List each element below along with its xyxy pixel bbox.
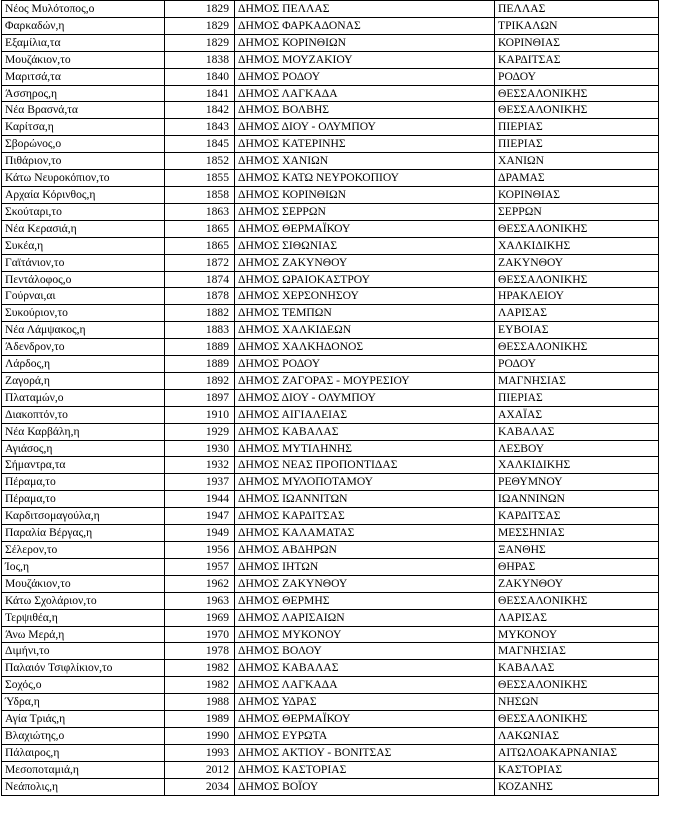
prefecture-cell: ΞΑΝΘΗΣ: [495, 542, 659, 559]
village-cell: Μουζάκιον,το: [2, 575, 165, 592]
code-cell: 1838: [165, 51, 235, 68]
municipality-cell: ΔΗΜΟΣ ΕΥΡΩΤΑ: [235, 727, 495, 744]
municipality-cell: ΔΗΜΟΣ ΚΟΡΙΝΘΙΩΝ: [235, 34, 495, 51]
village-cell: Συκέα,η: [2, 237, 165, 254]
table-row: [2, 761, 659, 778]
table-row: [2, 220, 659, 237]
code-cell: 1982: [165, 660, 235, 677]
village-cell: Σκούταρι,το: [2, 203, 165, 220]
code-cell: 1855: [165, 170, 235, 187]
prefecture-cell: ΖΑΚΥΝΘΟΥ: [495, 254, 659, 271]
village-cell: Σβορώνος,ο: [2, 136, 165, 153]
prefecture-cell: ΔΡΑΜΑΣ: [495, 170, 659, 187]
table-row: [2, 457, 659, 474]
village-cell: Γούρναι,αι: [2, 288, 165, 305]
prefecture-cell: ΤΡΙΚΑΛΩΝ: [495, 17, 659, 34]
prefecture-cell: ΧΑΝΙΩΝ: [495, 153, 659, 170]
municipality-cell: ΔΗΜΟΣ ΛΑΓΚΑΔΑ: [235, 85, 495, 102]
village-cell: Εξαμίλια,τα: [2, 34, 165, 51]
code-cell: 1865: [165, 220, 235, 237]
prefecture-cell: ΠΙΕΡΙΑΣ: [495, 136, 659, 153]
village-cell: Πεντάλοφος,ο: [2, 271, 165, 288]
prefecture-cell: ΛΕΣΒΟΥ: [495, 440, 659, 457]
table-row: [2, 85, 659, 102]
municipality-cell: ΔΗΜΟΣ ΝΕΑΣ ΠΡΟΠΟΝΤΙΔΑΣ: [235, 457, 495, 474]
prefecture-cell: ΑΙΤΩΛΟΑΚΑΡΝΑΝΙΑΣ: [495, 744, 659, 761]
table-row: [2, 271, 659, 288]
code-cell: 1963: [165, 592, 235, 609]
prefecture-cell: ΧΑΛΚΙΔΙΚΗΣ: [495, 237, 659, 254]
villages-table: [1, 0, 659, 796]
municipality-cell: ΔΗΜΟΣ ΔΙΟΥ - ΟΛΥΜΠΟΥ: [235, 119, 495, 136]
prefecture-cell: ΛΑΡΙΣΑΣ: [495, 609, 659, 626]
municipality-cell: ΔΗΜΟΣ ΘΕΡΜΗΣ: [235, 592, 495, 609]
code-cell: 1865: [165, 237, 235, 254]
code-cell: 1982: [165, 677, 235, 694]
village-cell: Νέα Καρβάλη,η: [2, 423, 165, 440]
prefecture-cell: ΘΕΣΣΑΛΟΝΙΚΗΣ: [495, 711, 659, 728]
village-cell: Αρχαία Κόρινθος,η: [2, 186, 165, 203]
municipality-cell: ΔΗΜΟΣ ΛΑΓΚΑΔΑ: [235, 677, 495, 694]
prefecture-cell: ΚΟΡΙΝΘΙΑΣ: [495, 34, 659, 51]
table-row: [2, 102, 659, 119]
code-cell: 1947: [165, 508, 235, 525]
municipality-cell: ΔΗΜΟΣ ΒΟΛΒΗΣ: [235, 102, 495, 119]
village-cell: Σέλερον,το: [2, 542, 165, 559]
table-row: [2, 542, 659, 559]
table-row: [2, 423, 659, 440]
municipality-cell: ΔΗΜΟΣ ΘΕΡΜΑΪΚΟΥ: [235, 220, 495, 237]
table-row: [2, 356, 659, 373]
municipality-cell: ΔΗΜΟΣ ΚΑΡΔΙΤΣΑΣ: [235, 508, 495, 525]
code-cell: 1990: [165, 727, 235, 744]
code-cell: 1829: [165, 34, 235, 51]
table-row: [2, 254, 659, 271]
table-row: [2, 491, 659, 508]
code-cell: 1978: [165, 643, 235, 660]
prefecture-cell: ΙΩΑΝΝΙΝΩΝ: [495, 491, 659, 508]
table-row: [2, 778, 659, 795]
village-cell: Τερψιθέα,η: [2, 609, 165, 626]
village-cell: Νέος Μυλότοπος,ο: [2, 1, 165, 18]
code-cell: 1956: [165, 542, 235, 559]
municipality-cell: ΔΗΜΟΣ ΧΕΡΣΟΝΗΣΟΥ: [235, 288, 495, 305]
municipality-cell: ΔΗΜΟΣ ΚΑΛΑΜΑΤΑΣ: [235, 525, 495, 542]
village-cell: Νέα Βρασνά,τα: [2, 102, 165, 119]
municipality-cell: ΔΗΜΟΣ ΘΕΡΜΑΪΚΟΥ: [235, 711, 495, 728]
table-row: [2, 203, 659, 220]
prefecture-cell: ΛΑΚΩΝΙΑΣ: [495, 727, 659, 744]
table-body: [2, 1, 659, 796]
prefecture-cell: ΠΙΕΡΙΑΣ: [495, 119, 659, 136]
prefecture-cell: ΜΑΓΝΗΣΙΑΣ: [495, 372, 659, 389]
municipality-cell: ΔΗΜΟΣ ΧΑΝΙΩΝ: [235, 153, 495, 170]
village-cell: Διακοπτόν,το: [2, 406, 165, 423]
municipality-cell: ΔΗΜΟΣ ΚΑΒΑΛΑΣ: [235, 660, 495, 677]
code-cell: 1892: [165, 372, 235, 389]
table-row: [2, 17, 659, 34]
municipality-cell: ΔΗΜΟΣ ΜΥΚΟΝΟΥ: [235, 626, 495, 643]
municipality-cell: ΔΗΜΟΣ ΡΟΔΟΥ: [235, 356, 495, 373]
code-cell: 1874: [165, 271, 235, 288]
village-cell: Φαρκαδών,η: [2, 17, 165, 34]
municipality-cell: ΔΗΜΟΣ ΙΗΤΩΝ: [235, 558, 495, 575]
table-row: [2, 186, 659, 203]
table-row: [2, 660, 659, 677]
municipality-cell: ΔΗΜΟΣ ΧΑΛΚΗΔΟΝΟΣ: [235, 339, 495, 356]
prefecture-cell: ΡΟΔΟΥ: [495, 68, 659, 85]
code-cell: 2012: [165, 761, 235, 778]
table-row: [2, 626, 659, 643]
village-cell: Συκούριον,το: [2, 305, 165, 322]
prefecture-cell: ΣΕΡΡΩΝ: [495, 203, 659, 220]
code-cell: 1889: [165, 339, 235, 356]
municipality-cell: ΔΗΜΟΣ ΚΟΡΙΝΘΙΩΝ: [235, 186, 495, 203]
village-cell: Ίος,η: [2, 558, 165, 575]
code-cell: 1840: [165, 68, 235, 85]
code-cell: 1889: [165, 356, 235, 373]
table-row: [2, 288, 659, 305]
village-cell: Βλαχιώτης,ο: [2, 727, 165, 744]
village-cell: Άνω Μερά,η: [2, 626, 165, 643]
code-cell: 1883: [165, 322, 235, 339]
municipality-cell: ΔΗΜΟΣ ΒΟΛΟΥ: [235, 643, 495, 660]
prefecture-cell: ΘΕΣΣΑΛΟΝΙΚΗΣ: [495, 339, 659, 356]
municipality-cell: ΔΗΜΟΣ ΑΙΓΙΑΛΕΙΑΣ: [235, 406, 495, 423]
code-cell: 1841: [165, 85, 235, 102]
table-row: [2, 406, 659, 423]
village-cell: Ζαγορά,η: [2, 372, 165, 389]
prefecture-cell: ΠΕΛΛΑΣ: [495, 1, 659, 18]
prefecture-cell: ΘΕΣΣΑΛΟΝΙΚΗΣ: [495, 102, 659, 119]
table-row: [2, 677, 659, 694]
table-row: [2, 34, 659, 51]
prefecture-cell: ΚΑΒΑΛΑΣ: [495, 660, 659, 677]
table-row: [2, 237, 659, 254]
table-row: [2, 440, 659, 457]
village-cell: Αγιάσος,η: [2, 440, 165, 457]
village-cell: Λάρδος,η: [2, 356, 165, 373]
prefecture-cell: ΘΕΣΣΑΛΟΝΙΚΗΣ: [495, 85, 659, 102]
table-row: [2, 372, 659, 389]
municipality-cell: ΔΗΜΟΣ ΑΒΔΗΡΩΝ: [235, 542, 495, 559]
code-cell: 1843: [165, 119, 235, 136]
municipality-cell: ΔΗΜΟΣ ΖΑΓΟΡΑΣ - ΜΟΥΡΕΣΙΟΥ: [235, 372, 495, 389]
code-cell: 1932: [165, 457, 235, 474]
table-row: [2, 643, 659, 660]
code-cell: 1878: [165, 288, 235, 305]
code-cell: 1962: [165, 575, 235, 592]
table-row: [2, 119, 659, 136]
prefecture-cell: ΕΥΒΟΙΑΣ: [495, 322, 659, 339]
code-cell: 1882: [165, 305, 235, 322]
code-cell: 1937: [165, 474, 235, 491]
municipality-cell: ΔΗΜΟΣ ΔΙΟΥ - ΟΛΥΜΠΟΥ: [235, 389, 495, 406]
table-row: [2, 51, 659, 68]
code-cell: 1845: [165, 136, 235, 153]
village-cell: Μαριτσά,τα: [2, 68, 165, 85]
prefecture-cell: ΘΕΣΣΑΛΟΝΙΚΗΣ: [495, 592, 659, 609]
village-cell: Σοχός,ο: [2, 677, 165, 694]
village-cell: Πάλαιρος,η: [2, 744, 165, 761]
prefecture-cell: ΝΗΣΩΝ: [495, 694, 659, 711]
prefecture-cell: ΡΕΘΥΜΝΟΥ: [495, 474, 659, 491]
municipality-cell: ΔΗΜΟΣ ΒΟΪΟΥ: [235, 778, 495, 795]
prefecture-cell: ΜΑΓΝΗΣΙΑΣ: [495, 643, 659, 660]
table-row: [2, 744, 659, 761]
village-cell: Παλαιόν Τσιφλίκιον,το: [2, 660, 165, 677]
village-cell: Μουζάκιον,το: [2, 51, 165, 68]
municipality-cell: ΔΗΜΟΣ ΜΥΤΙΛΗΝΗΣ: [235, 440, 495, 457]
prefecture-cell: ΚΑΡΔΙΤΣΑΣ: [495, 51, 659, 68]
code-cell: 1829: [165, 1, 235, 18]
code-cell: 1993: [165, 744, 235, 761]
prefecture-cell: ΚΟΡΙΝΘΙΑΣ: [495, 186, 659, 203]
code-cell: 1930: [165, 440, 235, 457]
municipality-cell: ΔΗΜΟΣ ΚΑΤΕΡΙΝΗΣ: [235, 136, 495, 153]
village-cell: Νέα Λάμψακος,η: [2, 322, 165, 339]
table-row: [2, 339, 659, 356]
code-cell: 1842: [165, 102, 235, 119]
table-row: [2, 727, 659, 744]
code-cell: 1949: [165, 525, 235, 542]
municipality-cell: ΔΗΜΟΣ ΠΕΛΛΑΣ: [235, 1, 495, 18]
table-row: [2, 474, 659, 491]
municipality-cell: ΔΗΜΟΣ ΚΑΒΑΛΑΣ: [235, 423, 495, 440]
code-cell: 1989: [165, 711, 235, 728]
table-row: [2, 305, 659, 322]
village-cell: Μεσοποταμιά,η: [2, 761, 165, 778]
village-cell: Καρδιτσομαγούλα,η: [2, 508, 165, 525]
prefecture-cell: ΠΙΕΡΙΑΣ: [495, 389, 659, 406]
village-cell: Γαϊτάνιον,το: [2, 254, 165, 271]
municipality-cell: ΔΗΜΟΣ ΖΑΚΥΝΘΟΥ: [235, 575, 495, 592]
municipality-cell: ΔΗΜΟΣ ΛΑΡΙΣΑΙΩΝ: [235, 609, 495, 626]
municipality-cell: ΔΗΜΟΣ ΥΔΡΑΣ: [235, 694, 495, 711]
table-row: [2, 711, 659, 728]
prefecture-cell: ΧΑΛΚΙΔΙΚΗΣ: [495, 457, 659, 474]
code-cell: 1969: [165, 609, 235, 626]
table-row: [2, 170, 659, 187]
code-cell: 1988: [165, 694, 235, 711]
code-cell: 1970: [165, 626, 235, 643]
prefecture-cell: ΜΕΣΣΗΝΙΑΣ: [495, 525, 659, 542]
municipality-cell: ΔΗΜΟΣ ΑΚΤΙΟΥ - ΒΟΝΙΤΣΑΣ: [235, 744, 495, 761]
village-cell: Κάτω Σχολάριον,το: [2, 592, 165, 609]
prefecture-cell: ΡΟΔΟΥ: [495, 356, 659, 373]
village-cell: Άδενδρον,το: [2, 339, 165, 356]
municipality-cell: ΔΗΜΟΣ ΦΑΡΚΑΔΟΝΑΣ: [235, 17, 495, 34]
prefecture-cell: ΚΑΡΔΙΤΣΑΣ: [495, 508, 659, 525]
municipality-cell: ΔΗΜΟΣ ΡΟΔΟΥ: [235, 68, 495, 85]
table-row: [2, 609, 659, 626]
village-cell: Πέραμα,το: [2, 491, 165, 508]
village-cell: Νέα Κερασιά,η: [2, 220, 165, 237]
code-cell: 2034: [165, 778, 235, 795]
municipality-cell: ΔΗΜΟΣ ΜΥΛΟΠΟΤΑΜΟΥ: [235, 474, 495, 491]
code-cell: 1858: [165, 186, 235, 203]
prefecture-cell: ΗΡΑΚΛΕΙΟΥ: [495, 288, 659, 305]
code-cell: 1863: [165, 203, 235, 220]
village-cell: Καρίτσα,η: [2, 119, 165, 136]
municipality-cell: ΔΗΜΟΣ ΩΡΑΙΟΚΑΣΤΡΟΥ: [235, 271, 495, 288]
village-cell: Αγία Τριάς,η: [2, 711, 165, 728]
table-row: [2, 525, 659, 542]
code-cell: 1897: [165, 389, 235, 406]
village-cell: Πέραμα,το: [2, 474, 165, 491]
prefecture-cell: ΛΑΡΙΣΑΣ: [495, 305, 659, 322]
table-row: [2, 322, 659, 339]
code-cell: 1829: [165, 17, 235, 34]
prefecture-cell: ΑΧΑΪΑΣ: [495, 406, 659, 423]
prefecture-cell: ΘΕΣΣΑΛΟΝΙΚΗΣ: [495, 677, 659, 694]
municipality-cell: ΔΗΜΟΣ ΣΙΘΩΝΙΑΣ: [235, 237, 495, 254]
table-row: [2, 694, 659, 711]
village-cell: Διμήνι,το: [2, 643, 165, 660]
village-cell: Πιθάριον,το: [2, 153, 165, 170]
prefecture-cell: ΘΕΣΣΑΛΟΝΙΚΗΣ: [495, 220, 659, 237]
village-cell: Σήμαντρα,τα: [2, 457, 165, 474]
village-cell: Πλαταμών,ο: [2, 389, 165, 406]
table-row: [2, 389, 659, 406]
village-cell: Παραλία Βέργας,η: [2, 525, 165, 542]
prefecture-cell: ΚΟΖΑΝΗΣ: [495, 778, 659, 795]
municipality-cell: ΔΗΜΟΣ ΖΑΚΥΝΘΟΥ: [235, 254, 495, 271]
table-row: [2, 575, 659, 592]
villages-table-container: [1, 0, 659, 796]
table-row: [2, 592, 659, 609]
table-row: [2, 153, 659, 170]
village-cell: Ύδρα,η: [2, 694, 165, 711]
table-row: [2, 508, 659, 525]
prefecture-cell: ΘΕΣΣΑΛΟΝΙΚΗΣ: [495, 271, 659, 288]
code-cell: 1957: [165, 558, 235, 575]
municipality-cell: ΔΗΜΟΣ ΣΕΡΡΩΝ: [235, 203, 495, 220]
municipality-cell: ΔΗΜΟΣ ΚΑΤΩ ΝΕΥΡΟΚΟΠΙΟΥ: [235, 170, 495, 187]
code-cell: 1852: [165, 153, 235, 170]
village-cell: Κάτω Νευροκόπιον,το: [2, 170, 165, 187]
table-row: [2, 558, 659, 575]
table-row: [2, 136, 659, 153]
table-row: [2, 1, 659, 18]
prefecture-cell: ΖΑΚΥΝΘΟΥ: [495, 575, 659, 592]
municipality-cell: ΔΗΜΟΣ ΧΑΛΚΙΔΕΩΝ: [235, 322, 495, 339]
prefecture-cell: ΚΑΒΑΛΑΣ: [495, 423, 659, 440]
municipality-cell: ΔΗΜΟΣ ΙΩΑΝΝΙΤΩΝ: [235, 491, 495, 508]
municipality-cell: ΔΗΜΟΣ ΚΑΣΤΟΡΙΑΣ: [235, 761, 495, 778]
municipality-cell: ΔΗΜΟΣ ΜΟΥΖΑΚΙΟΥ: [235, 51, 495, 68]
village-cell: Νεάπολις,η: [2, 778, 165, 795]
table-row: [2, 68, 659, 85]
prefecture-cell: ΘΗΡΑΣ: [495, 558, 659, 575]
code-cell: 1872: [165, 254, 235, 271]
code-cell: 1944: [165, 491, 235, 508]
prefecture-cell: ΚΑΣΤΟΡΙΑΣ: [495, 761, 659, 778]
municipality-cell: ΔΗΜΟΣ ΤΕΜΠΩΝ: [235, 305, 495, 322]
code-cell: 1910: [165, 406, 235, 423]
village-cell: Άσσηρος,η: [2, 85, 165, 102]
code-cell: 1929: [165, 423, 235, 440]
prefecture-cell: ΜΥΚΟΝΟΥ: [495, 626, 659, 643]
